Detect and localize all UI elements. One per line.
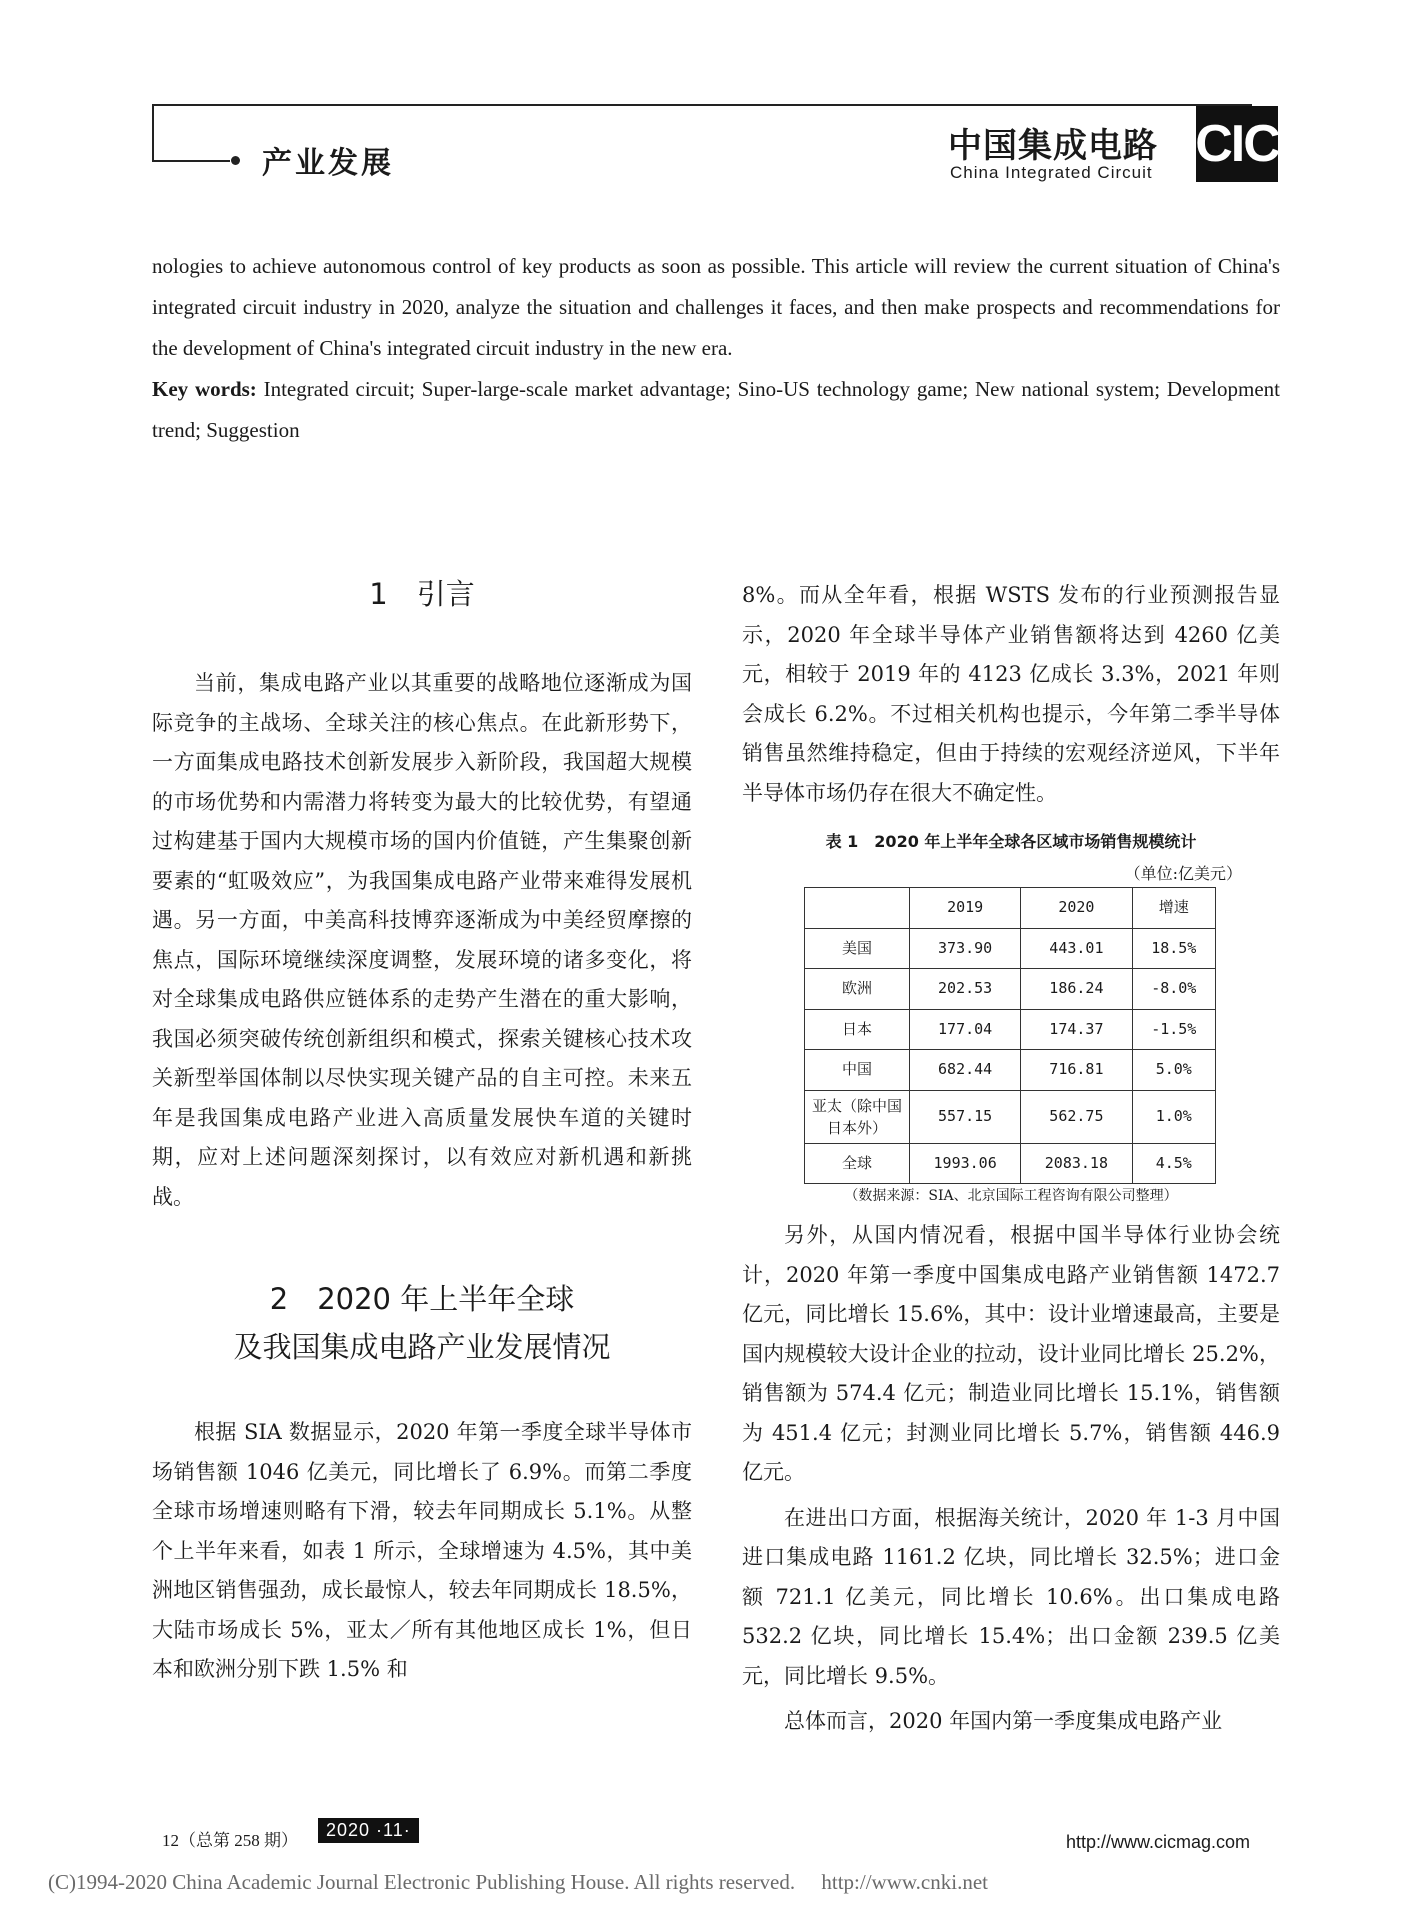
table-header-row (805, 888, 1216, 929)
paragraph-trade: 在进出口方面，根据海关统计，2020 年 1-3 月中国进口集成电路 1161.2 亿块，同比增长 32.5%；进口金额 721.1 亿美元，同比增长 10.6%。出口集成电路 532.2 亿块，同比增长 15.4%；出口金额 239.5 亿美元，同比增长 9.5%。 (742, 1505, 1280, 1688)
table-cell-region: 日本 (805, 1009, 910, 1050)
journal-url: http://www.cicmag.com (1066, 1832, 1251, 1852)
table-row (805, 969, 1216, 1010)
sales-table (804, 887, 1216, 1184)
table-cell: 2083.18 (1021, 1143, 1132, 1184)
section-2-title-line1: 2 2020 年上半年全球 (269, 1282, 575, 1316)
section-2-paragraph: 根据 SIA 数据显示，2020 年第一季度全球半导体市场销售额 1046 亿美元，同比增长了 6.9%。而第二季度全球市场增速则略有下滑，较去年同期成长 5.1%。从整个上半年来看，如表 1 所示，全球增速为 4.5%，其中美洲地区销售强劲，成长最惊人，较去年同期成长 18.5%，大陆市场成长 5%，亚太／所有其他地区成长 1%，但日本和欧洲分别下跌 1.5% 和 (152, 1420, 692, 1681)
section-2-title-line2: 及我国集成电路产业发展情况 (233, 1330, 611, 1364)
journal-name-cn: 中国集成电路 (948, 126, 1158, 166)
keywords (152, 369, 1280, 451)
table-header-cell: 增速 (1132, 888, 1215, 929)
table-source: （数据来源：SIA、北京国际工程咨询有限公司整理） (844, 1188, 1178, 1204)
table-unit: （单位:亿美元） (1124, 864, 1242, 883)
header-bullet-icon (231, 156, 240, 165)
table-header-cell: 2019 (910, 888, 1021, 929)
table-cell: 716.81 (1021, 1050, 1132, 1091)
table-cell-region: 亚太（除中国日本外） (805, 1090, 910, 1143)
table-row (805, 1050, 1216, 1091)
section-1-title: 1 引言 (369, 577, 475, 611)
table-cell: 174.37 (1021, 1009, 1132, 1050)
paragraph-domestic: 另外，从国内情况看，根据中国半导体行业协会统计，2020 年第一季度中国集成电路产业销售额 1472.7 亿元，同比增长 15.6%，其中：设计业增速最高，主要是国内规模较大设计企业的拉动，设计业同比增长 25.2%，销售额为 574.4 亿元；制造业同比增长 15.1%，销售额为 451.4 亿元；封测业同比增长 5.7%，销售额 446.9 亿元。 (742, 1223, 1280, 1484)
table-cell: 4.5% (1132, 1143, 1215, 1184)
header-rule (152, 104, 1252, 106)
table-cell: 1.0% (1132, 1090, 1215, 1143)
paragraph-continued: 8%。而从全年看，根据 WSTS 发布的行业预测报告显示，2020 年全球半导体产业销售额将达到 4260 亿美元，相较于 2019 年的 4123 亿成长 3.3%，2021 年则会成长 6.2%。不过相关机构也提示，今年第二季半导体销售虽然维持稳定，但由于持续的宏观经济逆风，下半年半导体市场仍存在很大不确定性。 (742, 583, 1280, 805)
journal-name-en: China Integrated Circuit (950, 163, 1153, 182)
table-row (805, 1009, 1216, 1050)
right-column (742, 576, 1280, 1742)
issue-badge: 2020 ·11· (318, 1818, 419, 1843)
table-cell-region: 全球 (805, 1143, 910, 1184)
header-rule-bottom (152, 160, 230, 162)
table-cell: 186.24 (1021, 969, 1132, 1010)
section-label: 产业发展 (262, 146, 394, 181)
table-cell: -1.5% (1132, 1009, 1215, 1050)
table-row (805, 1090, 1216, 1143)
table-cell: 682.44 (910, 1050, 1021, 1091)
keywords-text: Integrated circuit; Super-large-scale market advantage; Sino-US technology game; New national system; Development trend; Suggestion (152, 377, 1280, 442)
keywords-label: Key words: (152, 377, 257, 401)
paragraph-summary: 总体而言，2020 年国内第一季度集成电路产业 (784, 1709, 1223, 1733)
table-cell: 202.53 (910, 969, 1021, 1010)
table-cell: 1993.06 (910, 1143, 1021, 1184)
section-1-paragraph: 当前，集成电路产业以其重要的战略地位逐渐成为国际竞争的主战场、全球关注的核心焦点。在此新形势下，一方面集成电路技术创新发展步入新阶段，我国超大规模的市场优势和内需潜力将转变为最大的比较优势，有望通过构建基于国内大规模市场的国内价值链，产生集聚创新要素的“虹吸效应”，为我国集成电路产业带来难得发展机遇。另一方面，中美高科技博弈逐渐成为中美经贸摩擦的焦点，国际环境继续深度调整，发展环境的诸多变化，将对全球集成电路供应链体系的走势产生潜在的重大影响，我国必须突破传统创新组织和模式，探索关键核心技术攻关新型举国体制以尽快实现关键产品的自主可控。未来五年是我国集成电路产业进入高质量发展快车道的关键时期，应对上述问题深刻探讨，以有效应对新机遇和新挑战。 (152, 671, 692, 1209)
table-cell: 5.0% (1132, 1050, 1215, 1091)
table-caption: 表 1 2020 年上半年全球各区域市场销售规模统计 (825, 832, 1197, 851)
left-column (152, 570, 692, 1690)
table-cell-region: 中国 (805, 1050, 910, 1091)
table-cell: 18.5% (1132, 928, 1215, 969)
table-header-cell (805, 888, 910, 929)
table-cell: 177.04 (910, 1009, 1021, 1050)
table-cell-region: 欧洲 (805, 969, 910, 1010)
table-header-cell: 2020 (1021, 888, 1132, 929)
copyright-notice: (C)1994-2020 China Academic Journal Electronic Publishing House. All rights reserved. http://www.cnki.net (48, 1870, 988, 1894)
table-cell: 443.01 (1021, 928, 1132, 969)
table-cell: 373.90 (910, 928, 1021, 969)
header-rule-left (152, 104, 154, 162)
table-row (805, 928, 1216, 969)
journal-logo: CIC (1196, 106, 1278, 182)
table-cell-region: 美国 (805, 928, 910, 969)
table-cell: -8.0% (1132, 969, 1215, 1010)
abstract-block (152, 246, 1280, 451)
table-row (805, 1143, 1216, 1184)
table-cell: 557.15 (910, 1090, 1021, 1143)
table-cell: 562.75 (1021, 1090, 1132, 1143)
page-number: 12（总第 258 期） (162, 1831, 298, 1850)
abstract-text: nologies to achieve autonomous control of key products as soon as possible. This article will review the current situation of China's integrated circuit industry in 2020, analyze the situation and challenges it faces, and then make prospects and recommendations for the development of China's integrated circuit industry in the new era. (152, 254, 1280, 360)
